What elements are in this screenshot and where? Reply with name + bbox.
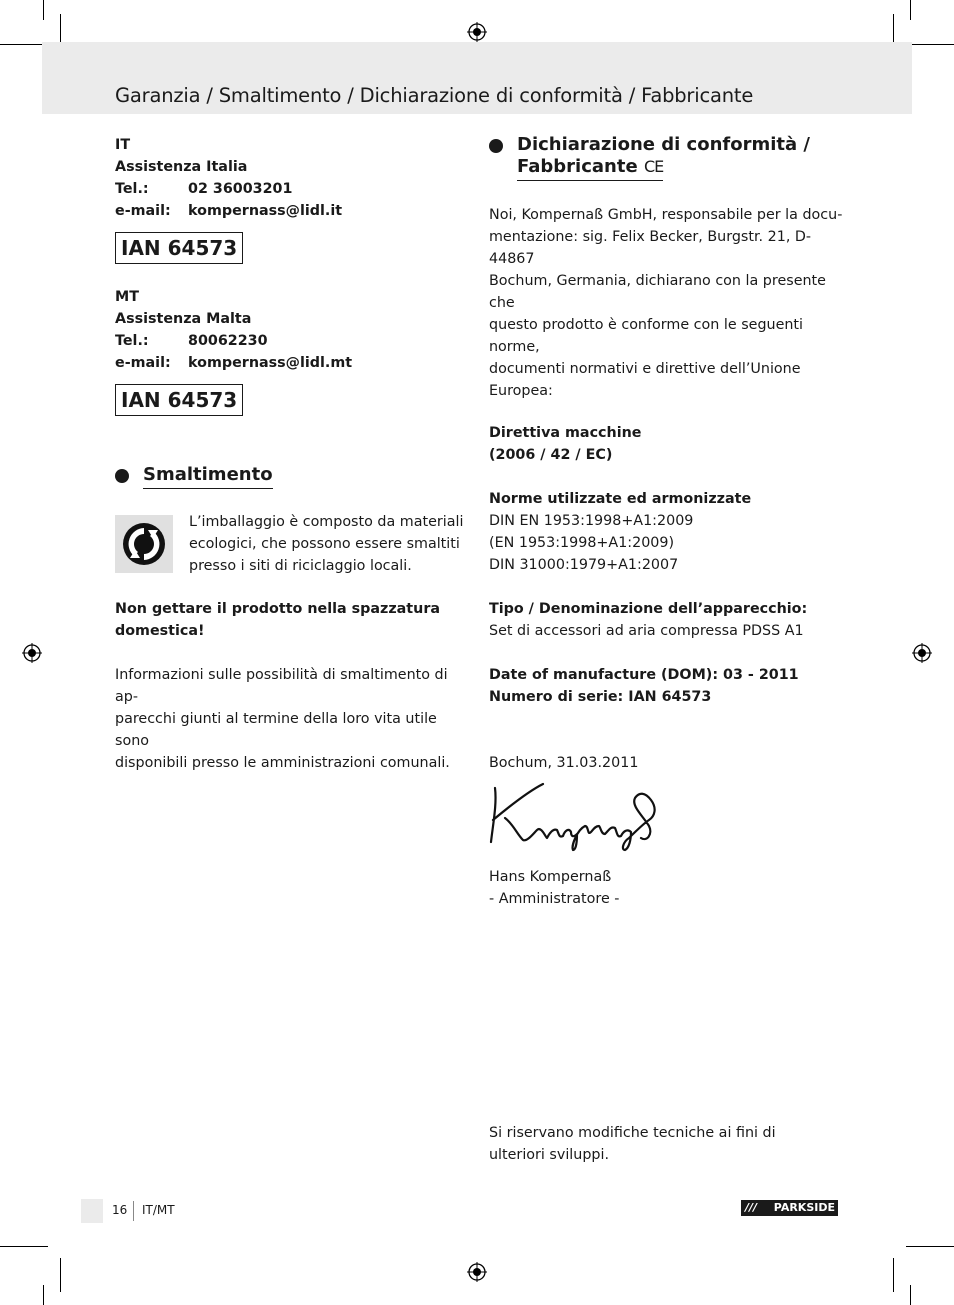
crop-mark bbox=[43, 1285, 44, 1305]
phone-number: 80062230 bbox=[188, 333, 268, 349]
technical-notice bbox=[489, 1122, 829, 1166]
brand-logo bbox=[741, 1200, 838, 1216]
left-column bbox=[115, 134, 465, 774]
email-row bbox=[115, 200, 465, 222]
text-line: Si riservano modifiche tecniche ai fini di bbox=[489, 1125, 776, 1141]
crop-mark bbox=[906, 44, 954, 45]
text-line: L’imballaggio è composto da materiali bbox=[189, 514, 464, 530]
type-label: Tipo / Denominazione dell’apparecchio: bbox=[489, 601, 808, 617]
disposal-heading bbox=[115, 464, 465, 489]
directive-label: Direttiva macchine bbox=[489, 425, 642, 441]
text-line: Informazioni sulle possibilità di smaltimento di ap- bbox=[115, 667, 448, 705]
phone-row bbox=[115, 178, 465, 200]
page-title: Garanzia / Smaltimento / Dichiarazione di conformità / Fabbricante bbox=[115, 84, 754, 107]
email-label: e-mail: bbox=[115, 355, 171, 371]
registration-mark-icon bbox=[467, 1262, 487, 1282]
signer-name: Hans Kompernaß bbox=[489, 869, 612, 885]
norms-label: Norme utilizzate ed armonizzate bbox=[489, 491, 752, 507]
crop-mark bbox=[0, 1246, 48, 1247]
text-line: Noi, Kompernaß GmbH, responsabile per la docu- bbox=[489, 207, 843, 223]
crop-mark bbox=[906, 1246, 954, 1247]
packaging-text bbox=[189, 511, 463, 577]
ce-mark: CE bbox=[643, 157, 664, 176]
right-column bbox=[489, 134, 849, 910]
page-number: 16 bbox=[112, 1203, 128, 1217]
crop-mark bbox=[60, 1258, 61, 1292]
signature bbox=[489, 780, 664, 852]
registration-mark-icon bbox=[467, 22, 487, 42]
norm-item: (EN 1953:1998+A1:2009) bbox=[489, 535, 675, 551]
norms-block bbox=[489, 488, 849, 576]
manufacture-date: Date of manufacture (DOM): 03 - 2011 bbox=[489, 667, 799, 683]
country-code: MT bbox=[115, 289, 139, 305]
brand-name: PARKSIDE bbox=[773, 1201, 835, 1214]
text-line: Bochum, Germania, dichiarano con la presente che bbox=[489, 273, 826, 311]
text-line: questo prodotto è conforme con le seguenti norme, bbox=[489, 317, 804, 355]
service-name: Assistenza Malta bbox=[115, 311, 252, 327]
section-title: Smaltimento bbox=[143, 464, 273, 489]
crop-mark bbox=[910, 0, 911, 20]
crop-mark bbox=[43, 0, 44, 20]
manufacture-block bbox=[489, 664, 849, 708]
signer-role: - Amministratore - bbox=[489, 891, 620, 907]
language-code: IT/MT bbox=[142, 1203, 175, 1217]
footer-divider bbox=[133, 1201, 134, 1221]
country-code: IT bbox=[115, 137, 131, 153]
type-value: Set di accessori ad aria compressa PDSS A1 bbox=[489, 623, 804, 639]
email-row bbox=[115, 352, 465, 374]
bullet-icon bbox=[115, 469, 129, 483]
section-title-text: Fabbricante bbox=[517, 156, 638, 177]
packaging-block bbox=[115, 511, 465, 577]
text-line: presso i siti di riciclaggio locali. bbox=[189, 558, 412, 574]
service-italy bbox=[115, 134, 465, 222]
phone-label: Tel.: bbox=[115, 333, 149, 349]
section-title-line2 bbox=[517, 156, 663, 181]
crop-mark bbox=[893, 1258, 894, 1292]
norm-item: DIN EN 1953:1998+A1:2009 bbox=[489, 513, 694, 529]
text-line: ecologici, che possono essere smaltiti bbox=[189, 536, 460, 552]
phone-label: Tel.: bbox=[115, 181, 149, 197]
text-line: disponibili presso le amministrazioni comunali. bbox=[115, 755, 450, 771]
disposal-info bbox=[115, 664, 465, 774]
text-line: Non gettare il prodotto nella spazzatura bbox=[115, 601, 441, 617]
slashes-icon: /// bbox=[745, 1201, 758, 1214]
registration-mark-icon bbox=[912, 643, 932, 663]
ian-box: IAN 64573 bbox=[115, 384, 243, 416]
text-line: domestica! bbox=[115, 623, 205, 639]
place-date: Bochum, 31.03.2011 bbox=[489, 755, 639, 771]
directive-block bbox=[489, 422, 849, 466]
registration-mark-icon bbox=[22, 643, 42, 663]
serial-number: Numero di serie: IAN 64573 bbox=[489, 689, 712, 705]
phone-row bbox=[115, 330, 465, 352]
crop-mark bbox=[910, 1285, 911, 1305]
text-line: documenti normativi e direttive dell’Unione Europea: bbox=[489, 361, 801, 399]
service-malta bbox=[115, 286, 465, 374]
bullet-icon bbox=[489, 139, 503, 153]
email-address: kompernass@lidl.it bbox=[188, 203, 343, 219]
green-dot-recycling-icon bbox=[115, 515, 173, 573]
email-address: kompernass@lidl.mt bbox=[188, 355, 353, 371]
service-name: Assistenza Italia bbox=[115, 159, 248, 175]
conformity-intro bbox=[489, 204, 849, 402]
footer-marker bbox=[81, 1199, 103, 1223]
directive-code: (2006 / 42 / EC) bbox=[489, 447, 613, 463]
text-line: mentazione: sig. Felix Becker, Burgstr. 21, D-44867 bbox=[489, 229, 812, 267]
crop-mark bbox=[0, 44, 48, 45]
disposal-warning bbox=[115, 598, 465, 642]
norm-item: DIN 31000:1979+A1:2007 bbox=[489, 557, 679, 573]
email-label: e-mail: bbox=[115, 203, 171, 219]
section-title: Dichiarazione di conformità / bbox=[517, 134, 811, 155]
ian-box: IAN 64573 bbox=[115, 232, 243, 264]
text-line: parecchi giunti al termine della loro vita utile sono bbox=[115, 711, 437, 749]
text-line: ulteriori sviluppi. bbox=[489, 1147, 610, 1163]
phone-number: 02 36003201 bbox=[188, 181, 293, 197]
conformity-heading bbox=[489, 134, 849, 181]
signer-block bbox=[489, 866, 849, 910]
type-block bbox=[489, 598, 849, 642]
